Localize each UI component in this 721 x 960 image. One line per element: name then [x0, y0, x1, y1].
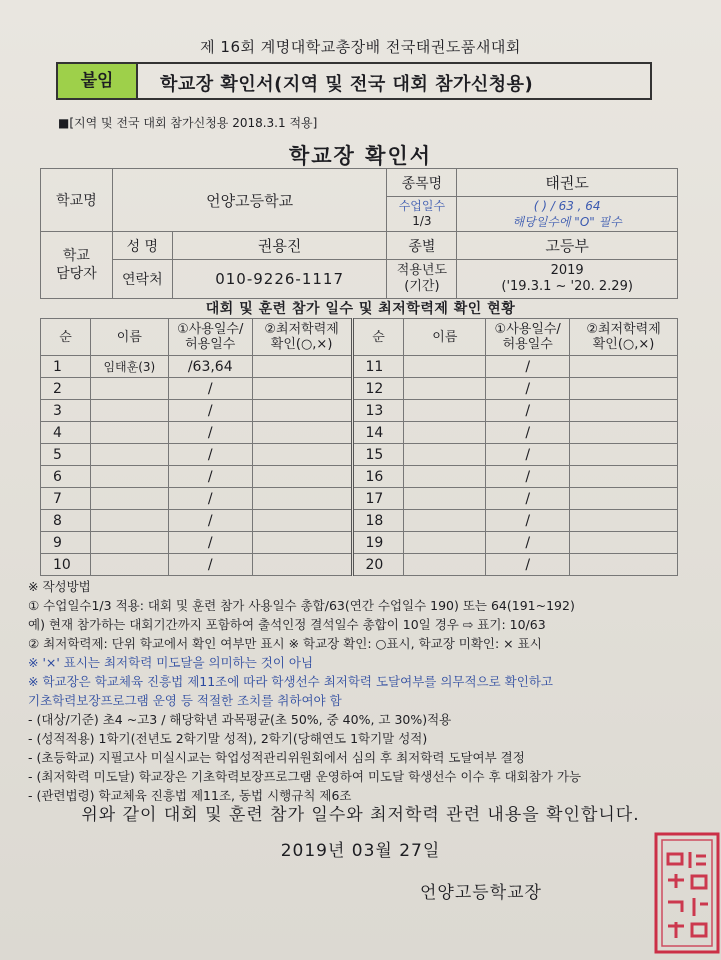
row-number-left: 1 [41, 356, 91, 378]
note-line: 기초학력보장프로그램 운영 등 적절한 조치를 취하여야 함 [28, 693, 342, 708]
note-line: ② 최저학력제: 단위 학교에서 확인 여부만 표시 ※ 학교장 확인: ○표시, 학교장 미확인: × 표시 [28, 636, 542, 651]
participant-rows [41, 356, 678, 576]
row-min-right [570, 422, 678, 444]
row-days-right: / [486, 488, 570, 510]
row-name-left [90, 466, 168, 488]
row-days-left: / [168, 422, 252, 444]
row-days-left: /63,64 [168, 356, 252, 378]
row-name-right [404, 510, 486, 532]
class-days-label-line2: 1/3 [412, 214, 432, 228]
event-title: 제 16회 계명대학교총장배 전국태권도품새대회 [200, 38, 521, 56]
row-min-left [252, 444, 352, 466]
row-min-left [252, 466, 352, 488]
row-name-right [404, 466, 486, 488]
table-row [41, 554, 678, 576]
row-min-right [570, 400, 678, 422]
table-row [41, 532, 678, 554]
note-line: ※ 학교장은 학교체육 진흥법 제11조에 따라 학생선수 최저학력 도달여부를 의무적으로 확인하고 [28, 674, 553, 689]
sport-label: 종목명 [387, 169, 457, 197]
row-min-right [570, 356, 678, 378]
row-days-left: / [168, 378, 252, 400]
row-min-right [570, 466, 678, 488]
row-name-left [90, 532, 168, 554]
note-line: ※ '×' 표시는 최저학력 미도달을 의미하는 것이 아님 [28, 655, 314, 670]
table-row [41, 422, 678, 444]
application-note: ■[지역 및 전국 대회 참가신청용 2018.3.1 적용] [58, 116, 318, 130]
row-name-left [90, 378, 168, 400]
row-days-right: / [486, 356, 570, 378]
notes-lines [28, 596, 581, 805]
row-days-right: / [486, 466, 570, 488]
principal-signature: 언양고등학교장 [420, 883, 542, 903]
staff-label-line1: 학교 [62, 248, 90, 264]
row-days-right: / [486, 554, 570, 576]
row-number-left: 9 [41, 532, 91, 554]
table-row [41, 356, 678, 378]
col-days [168, 319, 252, 356]
staff-label-line2: 담당자 [56, 266, 97, 282]
row-min-left [252, 488, 352, 510]
apply-year-label [387, 260, 457, 299]
col-name-right: 이름 [404, 319, 486, 356]
row-min-left [252, 532, 352, 554]
row-number-right: 18 [352, 510, 404, 532]
row-number-left: 10 [41, 554, 91, 576]
row-number-right: 11 [352, 356, 404, 378]
school-info-table [40, 168, 678, 299]
row-days-left: / [168, 400, 252, 422]
row-min-left [252, 422, 352, 444]
note-line: ① 수업일수1/3 적용: 대회 및 훈련 참가 사용일수 총합/63(연간 수업일수 190) 또는 64(191~192) [28, 598, 575, 613]
class-days-label [387, 197, 457, 232]
document-title: 학교장 확인서 [288, 144, 433, 168]
row-number-right: 17 [352, 488, 404, 510]
table-row [41, 400, 678, 422]
row-min-left [252, 356, 352, 378]
row-name-left [90, 400, 168, 422]
row-name-right [404, 400, 486, 422]
sport-value: 태권도 [457, 169, 678, 197]
row-days-right: / [486, 510, 570, 532]
class-days-fraction: ( ) / 63 , 64 [533, 199, 601, 213]
class-days-label-line1: 수업일수 [398, 199, 446, 213]
row-min-right [570, 444, 678, 466]
row-name-right [404, 422, 486, 444]
table-row [41, 444, 678, 466]
participant-table [40, 318, 678, 576]
col-min-right-line1: ②최저학력제 [586, 322, 661, 337]
row-days-left: / [168, 466, 252, 488]
row-min-left [252, 510, 352, 532]
row-name-left [90, 488, 168, 510]
row-name-left [90, 444, 168, 466]
name-value: 권용진 [172, 232, 387, 260]
school-seal-stamp [650, 826, 720, 956]
row-name-left [90, 510, 168, 532]
note-line: - (대상/기준) 초4 ~고3 / 해당학년 과목평균(초 50%, 중 40%, 고 30%)적용 [28, 712, 452, 727]
col-min-line2: 확인(○,×) [270, 337, 333, 352]
apply-year-label-line1: 적용년도 [396, 263, 447, 278]
row-days-right: / [486, 378, 570, 400]
col-num-right: 순 [352, 319, 404, 356]
row-min-left [252, 378, 352, 400]
row-min-left [252, 554, 352, 576]
table-row [41, 488, 678, 510]
apply-year-label-line2: (기간) [404, 279, 440, 294]
col-num: 순 [41, 319, 91, 356]
row-name-right [404, 554, 486, 576]
note-line: - (성적적용) 1학기(전년도 2학기말 성적), 2학기(당해연도 1학기말 성적) [28, 731, 428, 746]
col-days-right-line1: ①사용일수/ [494, 322, 561, 337]
row-number-right: 19 [352, 532, 404, 554]
row-min-right [570, 378, 678, 400]
apply-year-value-line2: ('19.3.1 ~ '20. 2.29) [501, 279, 633, 294]
col-min-line1: ②최저학력제 [264, 322, 339, 337]
note-line: - (최저학력 미도달) 학교장은 기초학력보장프로그램 운영하여 미도달 학생선수 이수 후 대회참가 가능 [28, 769, 582, 784]
contact-label: 연락처 [112, 260, 172, 299]
row-number-left: 4 [41, 422, 91, 444]
row-min-right [570, 554, 678, 576]
writing-instructions [28, 577, 581, 805]
section-title: 대회 및 훈련 참가 일수 및 최저학력제 확인 현황 [205, 301, 516, 317]
class-days-note: 해당일수에 "O" 필수 [512, 215, 622, 229]
table-row [41, 510, 678, 532]
row-number-left: 3 [41, 400, 91, 422]
contact-value: 010-9226-1117 [172, 260, 387, 299]
row-days-left: / [168, 510, 252, 532]
row-number-right: 12 [352, 378, 404, 400]
row-min-right [570, 510, 678, 532]
notes-heading: ※ 작성방법 [28, 579, 91, 594]
row-days-right: / [486, 400, 570, 422]
col-min [252, 319, 352, 356]
row-number-right: 15 [352, 444, 404, 466]
col-days-line1: ①사용일수/ [177, 322, 244, 337]
col-days-line2: 허용일수 [185, 337, 236, 352]
row-days-right: / [486, 532, 570, 554]
col-days-right-line2: 허용일수 [502, 337, 553, 352]
staff-label [41, 232, 113, 299]
row-name-left: 임태훈(3) [90, 356, 168, 378]
division-label: 종별 [387, 232, 457, 260]
row-number-right: 13 [352, 400, 404, 422]
class-days-value [457, 197, 678, 232]
table-row [41, 378, 678, 400]
row-name-left [90, 554, 168, 576]
row-number-right: 20 [352, 554, 404, 576]
apply-year-value [457, 260, 678, 299]
table-row [41, 466, 678, 488]
col-min-right [570, 319, 678, 356]
school-name-label: 학교명 [41, 169, 113, 232]
row-number-right: 16 [352, 466, 404, 488]
name-label: 성 명 [112, 232, 172, 260]
header-title: 학교장 확인서(지역 및 전국 대회 참가신청용) [160, 74, 534, 95]
row-days-left: / [168, 488, 252, 510]
row-min-right [570, 532, 678, 554]
row-min-left [252, 400, 352, 422]
row-number-left: 8 [41, 510, 91, 532]
confirmation-statement: 위와 같이 대회 및 훈련 참가 일수와 최저학력 관련 내용을 확인합니다. [81, 805, 640, 825]
row-days-left: / [168, 532, 252, 554]
col-days-right [486, 319, 570, 356]
row-name-right [404, 532, 486, 554]
row-min-right [570, 488, 678, 510]
note-line: 예) 현재 참가하는 대회기간까지 포함하여 출석인정 결석일수 총합이 10일 경우 ⇨ 표기: 10/63 [28, 617, 546, 632]
row-number-left: 6 [41, 466, 91, 488]
note-line: - (초등학교) 지필고사 미실시교는 학업성적관리위원회에서 심의 후 최저학력 도달여부 결정 [28, 750, 525, 765]
row-days-right: / [486, 422, 570, 444]
attachment-badge: 붙임 [56, 62, 138, 100]
school-name-value: 언양고등학교 [112, 169, 387, 232]
row-days-left: / [168, 554, 252, 576]
row-name-right [404, 356, 486, 378]
row-days-right: / [486, 444, 570, 466]
apply-year-value-line1: 2019 [550, 263, 584, 278]
division-value: 고등부 [457, 232, 678, 260]
note-line: - (관련법령) 학교체육 진흥법 제11조, 동법 시행규칙 제6조 [28, 788, 352, 803]
row-number-left: 7 [41, 488, 91, 510]
row-name-right [404, 378, 486, 400]
row-number-left: 5 [41, 444, 91, 466]
row-name-right [404, 488, 486, 510]
row-days-left: / [168, 444, 252, 466]
row-name-left [90, 422, 168, 444]
row-number-left: 2 [41, 378, 91, 400]
col-name: 이름 [90, 319, 168, 356]
confirmation-date: 2019년 03월 27일 [280, 841, 441, 861]
row-name-right [404, 444, 486, 466]
row-number-right: 14 [352, 422, 404, 444]
col-min-right-line2: 확인(○,×) [592, 337, 655, 352]
